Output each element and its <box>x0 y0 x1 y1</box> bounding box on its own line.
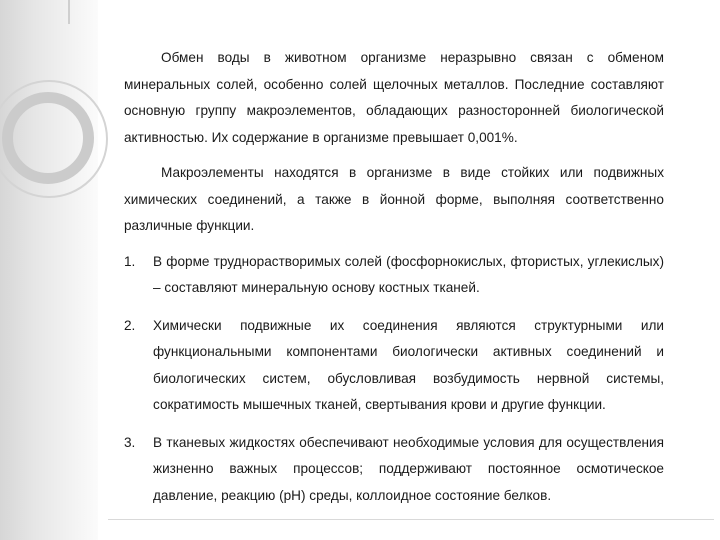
paragraph-1: Обмен воды в животном организме неразрывно связан с обменом минеральных солей, особенно солей щелочных металлов. Последние составляют основную группу макроэлементов, обладающих разносторонней биологической активностью. Их содержание в организме превышает 0,001%. <box>124 50 664 145</box>
slide-content <box>124 45 664 509</box>
decorative-ring <box>2 92 94 184</box>
list-item-text: В форме труднорастворимых солей (фосфорнокислых, фтористых, углекислых) – составляют минеральную основу костных тканей. <box>153 253 664 295</box>
bottom-divider <box>108 519 714 520</box>
list-item <box>124 249 664 302</box>
list-item <box>124 313 664 419</box>
list-item <box>124 430 664 510</box>
list-item-text: В тканевых жидкостях обеспечивают необходимые условия для осуществления жизненно важных процессов; поддерживают постоянное осмотическое давление, реакцию (pH) среды, коллоидное состояние белков. <box>153 434 664 503</box>
decorative-top-line <box>68 0 70 24</box>
list-item-number: 3. <box>124 434 136 450</box>
list-item-number: 2. <box>124 317 136 333</box>
list-item-text: Химически подвижные их соединения являются структурными или функциональными компонентами биологически активных соединений и биологических систем, обусловливая возбудимость нервной системы, сократимость мышечных тканей, свертывания крови и другие функции. <box>153 317 664 412</box>
list-item-number: 1. <box>124 253 136 269</box>
paragraph-2: Макроэлементы находятся в организме в виде стойких или подвижных химических соединений, а также в йонной форме, выполняя соответственно различные функции. <box>124 165 664 233</box>
